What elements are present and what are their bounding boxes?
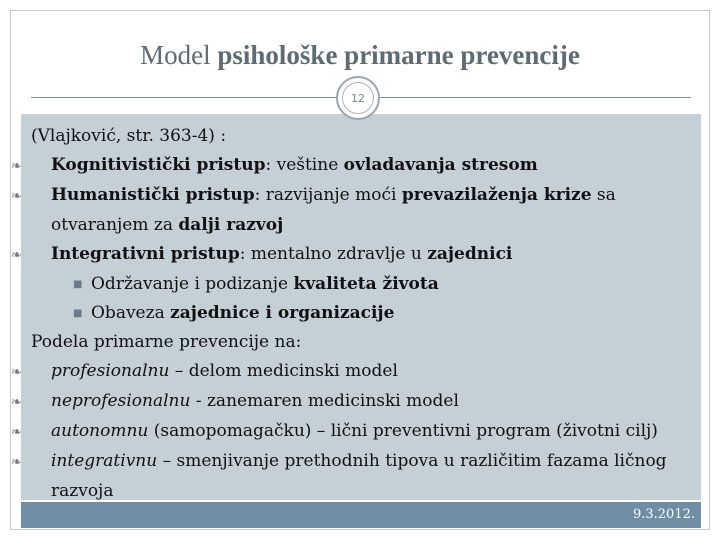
type-neprofesionalnu: ❧ neprofesionalnu - zanemaren medicinski model [31, 387, 691, 417]
slide-body [11, 122, 691, 506]
sub-bullet-zajednica: ■ Obaveza zajednice i organizacije [31, 299, 691, 328]
square-bullet-icon: ■ [73, 308, 83, 319]
curved-arrow-bullet-icon: ❧ [11, 395, 22, 410]
type-profesionalnu: ❧ profesionalnu – delom medicinski model [31, 357, 691, 387]
curved-arrow-bullet-icon: ❧ [11, 425, 22, 440]
type-integrativnu: ❧ integrativnu – smenjivanje prethodnih tipova u različitim fazama ličnog razvoja [31, 447, 691, 506]
bullet-kognitivisticki: ❧ Kognitivistički pristup: veštine ovladavanja stresom [31, 151, 691, 181]
curved-arrow-bullet-icon: ❧ [11, 159, 22, 174]
slide-number-badge [336, 76, 380, 120]
podela-heading: Podela primarne prevencije na: [31, 332, 302, 352]
curved-arrow-bullet-icon: ❧ [11, 455, 22, 470]
slide-date: 9.3.2012. [632, 507, 695, 522]
square-bullet-icon: ■ [73, 279, 83, 290]
type-autonomnu: ❧ autonomnu (samopomagačku) – lični preventivni program (životni cilj) [31, 417, 691, 447]
bullet-integrativni: ❧ Integrativni pristup: mentalno zdravlje u zajednici [31, 240, 691, 270]
curved-arrow-bullet-icon: ❧ [11, 248, 22, 263]
curved-arrow-bullet-icon: ❧ [11, 365, 22, 380]
footer-bar [21, 502, 701, 528]
slide-title: Model psihološke primarne prevencije [140, 40, 580, 70]
curved-arrow-bullet-icon: ❧ [11, 189, 22, 204]
slide-number: 12 [342, 82, 374, 114]
citation: (Vlajković, str. 363-4) : [31, 126, 227, 146]
sub-bullet-kvalitet: ■ Održavanje i podizanje kvaliteta života [31, 270, 691, 299]
bullet-humanisticki: ❧ Humanistički pristup: razvijanje moći prevazilaženja krize sa otvaranjem za dalji razvoj [31, 181, 691, 240]
